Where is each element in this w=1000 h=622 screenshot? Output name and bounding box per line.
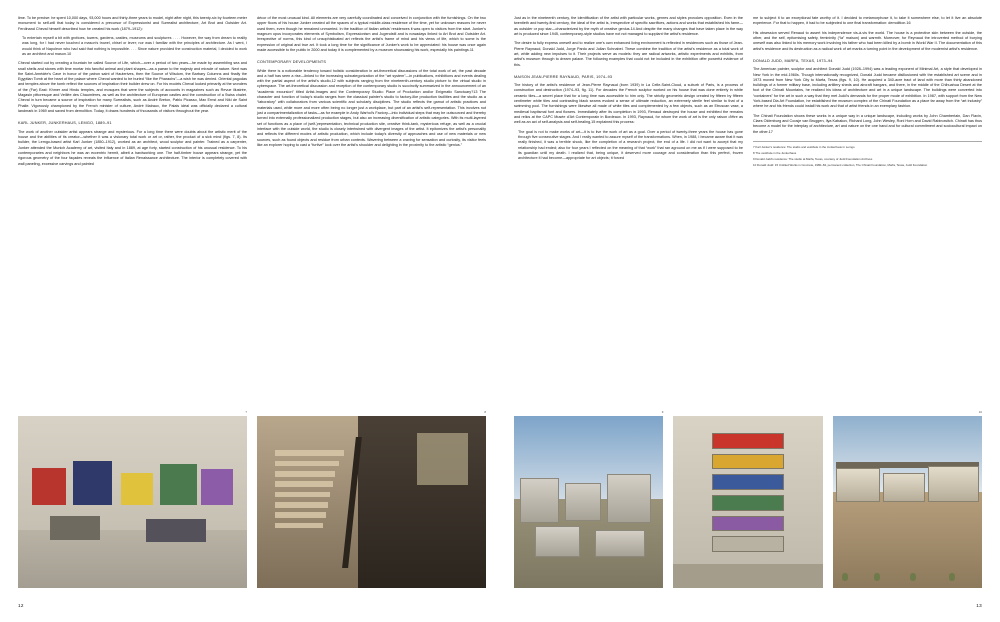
left-column-2 — [257, 16, 486, 171]
paragraph: The history of the artist's residence of Jean-Pierre Raynaud (born 1939) in La Celle-Saint-Cloud, a suburb of Paris, is a process of construction and destruction (1974–93, fig. 11). For decades the French sculptor worked on his house that was done entirely in white ceramic tiles—a secret place that for a long time was accessible to him only. The strictly geometric design created by fifteen by fifteen centimeter white tiles and contrasting black seams evoked a sense of ultimate reduction, an extremely sterile feel similar to that of a swimming pool. The furnishings were likewise all made of white tiles and complemented by a few objects, such as an Etruscan vase, a medieval baptismal font and flowers. Immediately after its completion in 1993, Renaud destroyed the house and exhibited the remains and relics at the CAPC Musée d'Art Contemporain in Bordeaux. In 1993, Raynaud, for whom the work of art is the only raison d'être as well as an act of self-analysis and self-healing,15 explained this process: — [514, 83, 743, 125]
paragraph: While there is a noticeable tendency toward holistic consideration in art-theoretical discussions of the total work of art, the past decade and a half has seen a rise—linked to the increasing subcategorization of the “art system”—in publications, exhibitions and events dealing with the partial aspect of the artist's studio,12 with subjects ranging from the nineteenth-century studio picture to the virtual studio in cyberspace. The art-theoretical discussion and reception of the contemporary studio is succinctly summarized in the announcement of an “academic excursion” titled Artist-Images and the Contemporary Studio: Place of Production and/or Enigmatic Sanctuary?13 The character and function of today's studio ranges from the classical painter's studio to factory-like production facilities and the studio as a “laboratory” with collaborators from various scientific and scholarly disciplines. The studio reflects the gamut of artistic practices and materials used, while more and more often being no longer just a workplace, but part of an artist's self-representation. This involves not just a compartmentalization of tasks—as for example in Andy Warhol's Factory—into individual steps that may be outsourced and thereby turned into externally professionalized production stages, but also an increasing diversification of artistic categories. With its multi-layered set of functions as a place of (self-)representation, technical production site, creative think-tank, mysterious refuge, as well as a crucial interface with the outside world, the studio is closely intertwined with divergent images of the artist. It epitomizes the artist's personality and reflects the different modes of artistic production, which include today's diversity of approaches and use of new materials or new sources, such as found objects and residue from urban contexts. Wavering between a craving for sensation and curiosity, its visitor feels like an explorer hoping to cast a “furtive” look over the artist's shoulder and delighting in the proximity to the artistic “genius.” — [257, 68, 486, 147]
plate-colour-blocks — [18, 410, 247, 588]
right-page-plates — [500, 410, 1000, 588]
right-column-1 — [514, 16, 743, 169]
footnote-item: 7 Karl Junker's residence: The studio and vestibule in the Junkerhaus in Lemgo — [753, 144, 855, 149]
plate-stairway — [257, 410, 486, 588]
paragraph: lime. To be precise: he spent 10,000 days, 93,000 hours and thirty-three years to model, night after night, this twenty-six by fourteen meter monument to self-will that today is considered a precursor of Expressionist and Surrealist architecture, Art Brut and Outsider Art. Ferdinand Cheval himself described how he created his work (1879–1912): — [18, 16, 248, 31]
right-page-text-columns — [500, 0, 1000, 169]
left-page-plates — [0, 410, 500, 588]
blockquote: The goal is not to make works of art—it is to live the work of art as a goal. Over a period of twenty-three years the house has gone through five consecutive stages. And I really wanted to assure myself of the transformations. When, in 1988, I became aware that it was really finished, it was a terrible shock, like the completion of a research project, the end of a life. I did not want to accept that my relationship had ended; also for four years I reflected on the meaning of that “work” that ran aground on me as if I were supposed to be its guardian until my death. I realized that, being unique, it deserved more courage and consideration than this perfect, frozen architecture it had become—appropriate for art objects; it forced — [518, 129, 743, 161]
plate-stacked-boxes — [673, 416, 822, 588]
left-column-1 — [18, 16, 247, 171]
page-number-right: 13 — [976, 603, 982, 608]
section-heading: KARL JUNKER, JUNKERHAUS, LEMGO, 1889–91 — [18, 121, 112, 126]
page-number-left: 12 — [18, 603, 24, 608]
footnote-item: 9 Donald Judd's residence: The studio at Marfa, Texas, courtesy of Judd Foundation Archives — [753, 156, 873, 161]
paragraph: Just as in the nineteenth century, the identification of the artist with particular works, genres and styles provokes opposition. Even in the twentieth and twenty-first century, the ideal of the artist is, irrespective of specific sacrifices, actions and works that established his fame—as outsider or pop star—characterized by the myth of creative genius.14 And despite the many changes that have taken place in the way art is produced since 1945, contemporary-style studios have not not managed to supplant the artist's residence. — [514, 16, 743, 36]
plate-caption-number: 7 — [245, 410, 247, 414]
paragraph: The American painter, sculptor and architect Donald Judd (1928–1994) was a leading exponent of Minimal Art, a style that developed in New York in the mid-1960s. Though internationally recognized, Donald Judd became disillusioned with the established art scene and in 1973 moved from New York City to Marfa, Texas (figs. 9, 10). He acquired a 340-acre tract of land with more than thirty abandoned buildings of a former military base, including artillery sheds and aircraft hangars, and there, in the middle of the Chihuahua Desert at the foot of the Chinati Mountains, he realized his ideas of architecture and art in a unique landscape. The buildings were converted into “containers” for the art in such a way that they met Judd's demands for the proper mode of exhibition. In 1987, with support from the New York-based Dia Art Foundation, he established the museum complex of the Chinati Foundation as a place far away from the “art industry” where he and his friends could install his work and that of artist friends in an exemplary fashion. — [753, 67, 982, 109]
footnote-item: 10 Donald Judd: 15 Untitled Works in Concrete, 1980–84, permanent collection, The Chinati Foundation, Marfa, Texas, Judd Foundation — [753, 162, 928, 167]
right-page — [500, 0, 1000, 622]
paragraph: décor of the most unusual kind. All elements are very carefully coordinated and conceived in conjunction with the furnishings. On the two upper floors of his house Junker created all the spaces of a typical middle-class residence of the time, yet for unknown reasons he never used them, even though he remained unmarried. In the tradition of Italian artists' residences it was open to visitors from the start. Junker's magnum opus incorporates elements of Symbolism, Expressionism and Jugendstil and is nowadays linked to Art Brut and Outsider Art. Irrespective of norms, this kind of unsophisticated art reflects the artist's frame of mind and his views of life, which to some is the expression of original and true art. It took a long time for the significance of Junker's work to be appreciated: his house was once again made accessible to the public in 2000 and today it is complemented by a museum showcasing his work, especially his paintings.11 — [257, 16, 486, 52]
footnote-item: 8 The vestibule in the Junkerhaus — [753, 150, 797, 155]
plate-concrete-boxes — [514, 410, 664, 588]
left-page-text-columns — [0, 0, 500, 171]
section-heading: CONTEMPORARY DEVELOPMENTS — [257, 60, 327, 65]
paragraph: The Chinati Foundation shows these works in a unique way in a unique landscape, including works by John Chamberlain, Dan Flavin, Claes Oldenburg and Coosje van Bruggen, Ilya Kabakov, Richard Long, John Wesley, Roni Horn and David Rabinowitch. Chinati has thus become a model for the interplay of architecture, art and nature on the one hand and for cultural commitment and sociocultural impact on the other.17 — [753, 113, 982, 134]
photo-marfa-desert-sheds — [833, 416, 982, 588]
plate-caption-number: 10 — [978, 410, 982, 414]
paragraph: His obsession served Renaud to assert his independence vis-à-vis the world. The house is a protective skin between the outside, the other, and the self, epitomising safety, femininity (“la” maison) and warmth. Moreover, for Reynaud the introverted method of burying oneself was also linked to his memory work involving his father who had been killed by a bomb in World War II. The documentation of this artist's residence and its destruction as a radical work of art marks a turning point in the development of the modernist artist's residence. — [753, 30, 982, 51]
photo-vestibule-stairway — [257, 416, 486, 588]
section-heading: DONALD JUDD, MARFA, TEXAS, 1973–94 — [753, 58, 833, 63]
paragraph: The work of another outsider artist appears strange and mysterious. For a long time there were doubts about the artistic merit of the house and the abilities of its creator—whether it was a visionary total work or art or, rather, the product of a sick mind (figs. 7, 8). Its builder, the Lemgo-based artist Karl Junker (1850–1912), worked as an architect, wood sculptor and painter. Trained as a carpenter, Junker attended the Munich Academy of art, visited Italy and in 1889, at age forty, started construction of his unusual residence. To his contemporaries and neighbors he was an eccentric hermit, albeit a hardworking one. The half-timber house appears strange, yet the rigorous geometry of the four façades reveals the influence of Italian Renaissance architecture. The interior is completely covered with wall paneling, excessive carvings and painted — [18, 129, 247, 166]
footnote-list — [753, 141, 982, 167]
photo-artist-studio-blocks — [18, 416, 247, 588]
plate-caption-number: 9 — [661, 410, 664, 414]
paragraph: Cheval started out by creating a fountain he called Source of Life, which—over a period of two years—he made by assembling sea and snail shells and stones with lime mortar into fanciful animal and plant shapes—as a paean to the majesty and miracle of nature. Next was the Saint-Amédée's Cave in honor of the patron saint of Hauterives, then the Source of Wisdom, the Barbary Columns and finally the Egyptian Tomb at the heart of the palace where Cheval wanted to be buried “like the Pharaohs”—a wish he was denied. Oriental pagodas and temples above the tomb reflect the sources of inspiration their builder drew on. For his models Cheval looked primarily at the wonders of the (Far) East: Khmer and Hindu temples, and mosques that were the subjects of accounts in magazines such as Revue illustrée, Magasin pittoresque and Veillée des Chaumières, as well as the architecture of European castles and the construction of a Swiss chalet. Cheval in turn became a source of inspiration for many Surrealists, such as André Breton, Pablo Picasso, Max Ernst and Niki de Saint Phalle. Vigorously championed by the French minister of culture, André Malraux, the Palais idéal was officially declared a cultural landmark in 1969 and saved from demolition. Today, it draws hundreds of thousands of visitors throughout the year. — [18, 61, 247, 113]
plate-desert-sheds — [833, 410, 982, 588]
blockquote: To entertain myself a bit with grottoes, towers, gardens, castles, museums and sculptures . . . . However, the way from dream to reality was long, for I had never touched a mason's trowel, chisel or lever; nor was I familiar with the principles of architecture. As I went, I would think of Napoleon who had said that nothing is impossible. . . . Since nature provided the construction material, I decided to work as an architect and mason.10 — [22, 35, 247, 56]
right-column-2 — [753, 16, 982, 169]
paragraph: me to subject it to an exceptional fate worthy of it. I decided to metamorphose it, to take it somewhere else, to let it live an absolute experience. For that to happen, it had to be subjected to one final transformation: demolition.16 — [753, 16, 982, 26]
plate-caption-number: 8 — [484, 410, 486, 414]
paragraph: The desire to fully express oneself and to realize one's own enhanced living environment is reflected in residences such as those of Jean-Pierre Raynaud, Donald Judd, Jorge Pardo and Julian Schnabel. These combine the tradition of the artist's residence as a total work of art, while adding new impulses to it. Their projects serve as models: they are radical artworks, artistic experiments and exhibits, from artist's museum through to dream palace. The following examples that could not be included in the exhibition offer powerful evidence of this. — [514, 41, 743, 67]
photo-concrete-works — [514, 416, 663, 588]
photo-stacked-colour-boxes — [673, 416, 822, 588]
section-heading: MAISON JEAN-PIERRE RAYNAUD, PARIS, 1974–93 — [514, 74, 613, 79]
